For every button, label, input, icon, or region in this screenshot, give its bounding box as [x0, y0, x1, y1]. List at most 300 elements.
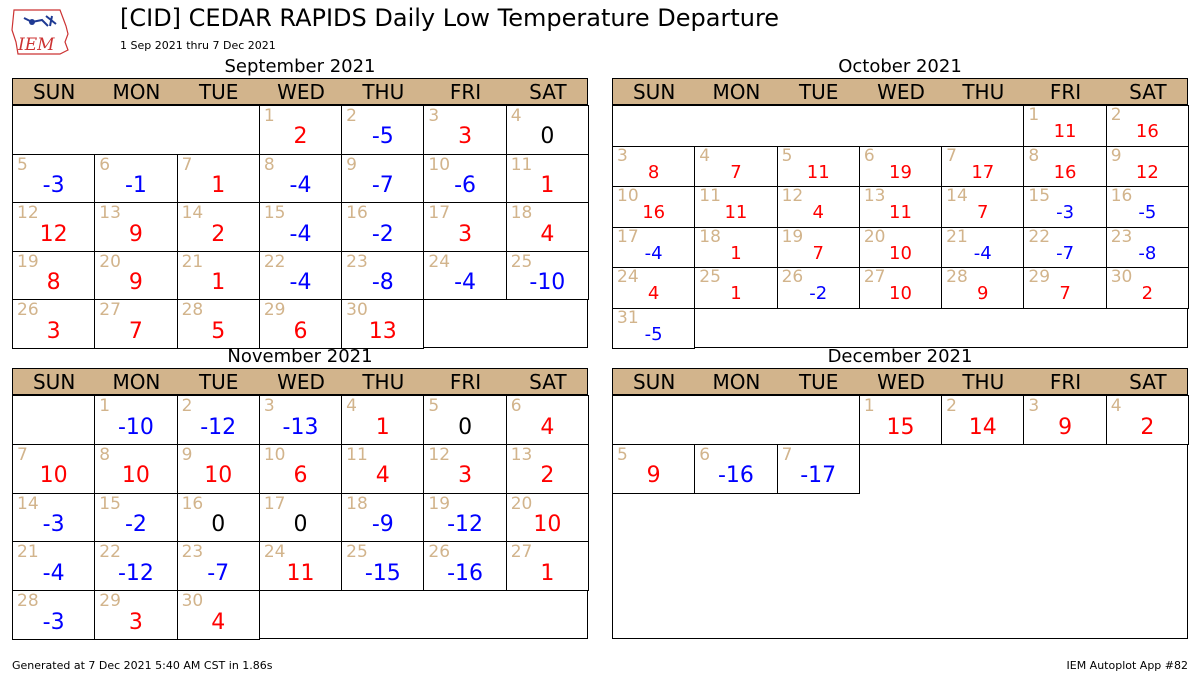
day-cell-september-20 — [94, 251, 177, 301]
departure-value: -7 — [371, 173, 394, 199]
day-number: 17 — [263, 493, 286, 514]
day-cell-december-2 — [941, 395, 1024, 445]
departure-value: 8 — [46, 270, 61, 296]
day-number: 30 — [181, 591, 204, 612]
day-number: 18 — [510, 203, 533, 224]
day-cell-november-8 — [94, 444, 177, 494]
day-cell-december-7 — [777, 444, 860, 494]
day-number: 5 — [617, 444, 628, 465]
day-cell-november-12 — [423, 444, 506, 494]
day-cell-november-11 — [341, 444, 424, 494]
departure-value: 10 — [889, 242, 912, 264]
day-number: 7 — [17, 444, 28, 465]
day-number: 6 — [699, 444, 711, 465]
day-number: 29 — [1028, 267, 1051, 287]
departure-value: 1 — [730, 283, 742, 305]
day-cell-september-29 — [259, 299, 342, 349]
day-cell-november-14 — [12, 493, 95, 543]
departure-value: -4 — [454, 270, 477, 296]
day-number: 10 — [617, 186, 639, 206]
day-number: 15 — [99, 493, 121, 514]
day-cell-december-4 — [1106, 395, 1189, 445]
day-number: 2 — [181, 396, 193, 416]
day-cell-september-10 — [423, 154, 506, 204]
departure-value: 0 — [540, 124, 555, 150]
day-number: 5 — [17, 154, 28, 175]
departure-value: -7 — [1056, 242, 1075, 264]
departure-value: -8 — [1138, 242, 1157, 264]
weekday-label-wed: WED — [277, 80, 325, 104]
weekday-label-thu: THU — [362, 80, 405, 104]
weekday-label-thu: THU — [962, 80, 1005, 104]
day-cell-november-23 — [177, 541, 260, 591]
departure-value: -6 — [454, 173, 477, 199]
day-cell-september-19 — [12, 251, 95, 301]
day-cell-october-15 — [1023, 186, 1106, 228]
departure-value: -2 — [124, 512, 147, 538]
departure-value: 7 — [977, 202, 989, 224]
day-cell-september-15 — [259, 202, 342, 252]
day-number: 11 — [346, 444, 368, 465]
day-number: 8 — [263, 154, 275, 175]
day-cell-september-4 — [506, 105, 589, 155]
day-cell-september-12 — [12, 202, 95, 252]
day-cell-october-26 — [777, 267, 860, 309]
weekday-label-tue: TUE — [798, 370, 839, 394]
day-cell-september-8 — [259, 154, 342, 204]
day-number: 27 — [99, 300, 121, 321]
day-cell-november-20 — [506, 493, 589, 543]
weekday-label-mon: MON — [712, 80, 761, 104]
day-number: 17 — [428, 203, 451, 224]
day-number: 9 — [181, 444, 193, 465]
departure-value: 1 — [540, 173, 555, 199]
departure-value: -3 — [42, 609, 65, 635]
day-cell-september-22 — [259, 251, 342, 301]
day-cell-october-6 — [859, 146, 942, 188]
departure-value: -3 — [1056, 202, 1075, 224]
day-cell-october-21 — [941, 227, 1024, 269]
departure-value: -4 — [973, 242, 992, 264]
departure-value: -5 — [644, 323, 663, 345]
day-cell-november-13 — [506, 444, 589, 494]
day-number: 28 — [181, 300, 204, 321]
departure-value: 1 — [375, 414, 390, 440]
day-cell-october-28 — [941, 267, 1024, 309]
departure-value: -4 — [644, 242, 663, 264]
departure-value: 1 — [540, 560, 555, 586]
departure-value: 16 — [642, 202, 666, 224]
departure-value: 4 — [540, 414, 555, 440]
day-cell-november-9 — [177, 444, 260, 494]
day-number: 19 — [428, 493, 451, 514]
departure-value: 6 — [293, 318, 308, 344]
departure-value: 3 — [128, 609, 143, 635]
day-cell-september-16 — [341, 202, 424, 252]
weekday-label-thu: THU — [962, 370, 1005, 394]
day-cell-october-4 — [694, 146, 777, 188]
day-cell-september-2 — [341, 105, 424, 155]
departure-value: -17 — [800, 463, 837, 489]
departure-value: -2 — [371, 221, 394, 247]
day-number: 19 — [17, 251, 39, 272]
departure-value: -1 — [124, 173, 147, 199]
day-cell-october-20 — [859, 227, 942, 269]
departure-value: 4 — [211, 609, 226, 635]
weekday-header-row — [612, 368, 1188, 395]
day-cell-september-6 — [94, 154, 177, 204]
departure-value: -5 — [371, 124, 394, 150]
departure-value: 9 — [646, 463, 661, 489]
day-number: 2 — [946, 396, 957, 416]
day-cell-october-7 — [941, 146, 1024, 188]
day-number: 29 — [99, 591, 121, 612]
day-cell-november-29 — [94, 590, 177, 640]
day-cell-october-5 — [777, 146, 860, 188]
day-number: 28 — [17, 591, 39, 612]
weekday-header-row — [12, 368, 588, 395]
day-cell-september-26 — [12, 299, 95, 349]
day-cell-october-18 — [694, 227, 777, 269]
svg-text:IEM: IEM — [18, 35, 55, 55]
day-cell-october-3 — [612, 146, 695, 188]
day-number: 6 — [99, 154, 111, 175]
day-number: 1 — [99, 396, 111, 416]
departure-value: 9 — [977, 283, 989, 305]
departure-value: 11 — [724, 202, 748, 224]
weekday-label-thu: THU — [362, 370, 405, 394]
departure-value: 7 — [1059, 283, 1071, 305]
weekday-label-wed: WED — [877, 370, 925, 394]
weekday-label-fri: FRI — [1049, 80, 1082, 104]
day-number: 7 — [181, 154, 193, 175]
day-number: 18 — [346, 493, 368, 514]
day-cell-november-10 — [259, 444, 342, 494]
day-number: 3 — [263, 396, 275, 416]
day-number: 14 — [181, 203, 204, 224]
departure-value: -13 — [282, 414, 319, 440]
day-cell-november-7 — [12, 444, 95, 494]
day-number: 2 — [346, 106, 357, 126]
departure-value: -9 — [371, 512, 394, 538]
departure-value: 0 — [211, 512, 226, 538]
departure-value: -4 — [289, 221, 312, 247]
departure-value: 14 — [968, 414, 997, 440]
day-number: 21 — [17, 542, 39, 563]
day-number: 12 — [428, 444, 451, 465]
departure-value: 3 — [458, 221, 473, 247]
day-cell-november-25 — [341, 541, 424, 591]
weekday-label-sun: SUN — [632, 80, 676, 104]
day-cell-september-27 — [94, 299, 177, 349]
departure-value: 9 — [128, 221, 143, 247]
departure-value: 13 — [368, 318, 397, 344]
month-title: December 2021 — [827, 346, 973, 367]
weekday-label-mon: MON — [112, 370, 161, 394]
day-cell-september-11 — [506, 154, 589, 204]
departure-value: 8 — [647, 161, 660, 183]
day-number: 15 — [263, 203, 286, 224]
weekday-label-mon: MON — [712, 370, 761, 394]
departure-value: 15 — [886, 414, 915, 440]
departure-value: 10 — [204, 463, 233, 489]
departure-value: 3 — [458, 463, 473, 489]
day-number: 27 — [863, 267, 886, 287]
departure-value: -12 — [200, 414, 237, 440]
day-number: 14 — [17, 493, 39, 514]
departure-value: -12 — [447, 512, 484, 538]
weekday-label-tue: TUE — [198, 80, 239, 104]
weekday-label-sat: SAT — [529, 370, 567, 394]
day-number: 2 — [1110, 105, 1122, 125]
day-number: 28 — [946, 267, 968, 287]
day-number: 16 — [181, 493, 204, 514]
day-cell-november-15 — [94, 493, 177, 543]
day-number: 27 — [510, 542, 533, 563]
day-number: 17 — [617, 226, 639, 247]
day-number: 14 — [946, 186, 968, 206]
departure-value: 11 — [286, 560, 315, 586]
departure-value: -10 — [117, 414, 154, 440]
departure-value: 1 — [730, 242, 742, 264]
departure-value: 3 — [458, 124, 473, 150]
day-number: 6 — [510, 396, 522, 416]
weekday-label-sat: SAT — [1129, 80, 1167, 104]
day-cell-december-1 — [859, 395, 942, 445]
day-number: 16 — [346, 203, 368, 224]
day-cell-october-1 — [1023, 105, 1106, 147]
day-cell-october-12 — [777, 186, 860, 228]
day-number: 8 — [99, 444, 111, 465]
day-cell-october-22 — [1023, 227, 1106, 269]
day-number: 3 — [617, 145, 628, 166]
departure-value: -16 — [447, 560, 484, 586]
departure-value: -10 — [529, 270, 566, 296]
day-cell-november-21 — [12, 541, 95, 591]
day-cell-november-26 — [423, 541, 506, 591]
day-number: 10 — [428, 154, 451, 175]
day-number: 10 — [263, 444, 286, 465]
day-number: 12 — [781, 186, 804, 206]
departure-value: 11 — [1053, 121, 1077, 143]
weekday-label-sat: SAT — [529, 80, 567, 104]
departure-value: -4 — [289, 173, 312, 199]
day-number: 11 — [699, 186, 721, 206]
day-number: 22 — [99, 542, 121, 563]
day-number: 21 — [946, 226, 968, 247]
weekday-label-mon: MON — [112, 80, 161, 104]
day-cell-november-3 — [259, 395, 342, 445]
departure-value: 1 — [211, 173, 226, 199]
day-number: 4 — [699, 145, 711, 166]
weekday-label-sun: SUN — [32, 80, 76, 104]
weekday-header-row — [12, 78, 588, 105]
chart-subtitle: 1 Sep 2021 thru 7 Dec 2021 — [120, 39, 276, 52]
day-number: 23 — [346, 251, 368, 272]
day-number: 12 — [17, 203, 39, 224]
day-cell-october-16 — [1106, 186, 1189, 228]
day-cell-october-11 — [694, 186, 777, 228]
day-number: 25 — [510, 251, 533, 272]
day-number: 18 — [699, 226, 721, 247]
month-title: November 2021 — [227, 346, 373, 367]
departure-value: 2 — [1140, 414, 1155, 440]
day-cell-october-23 — [1106, 227, 1189, 269]
day-number: 6 — [863, 145, 875, 166]
departure-value: 9 — [1058, 414, 1073, 440]
day-cell-october-19 — [777, 227, 860, 269]
day-number: 30 — [346, 300, 368, 321]
departure-value: 2 — [1141, 283, 1154, 305]
day-number: 7 — [781, 444, 793, 465]
day-number: 8 — [1028, 145, 1040, 166]
day-cell-september-14 — [177, 202, 260, 252]
departure-value: 0 — [458, 414, 473, 440]
day-number: 19 — [781, 226, 804, 247]
day-cell-november-24 — [259, 541, 342, 591]
departure-value: 16 — [1053, 161, 1077, 183]
day-number: 1 — [263, 106, 275, 126]
day-cell-september-7 — [177, 154, 260, 204]
day-cell-september-21 — [177, 251, 260, 301]
day-number: 1 — [863, 396, 875, 416]
day-number: 29 — [263, 300, 286, 321]
day-number: 13 — [510, 444, 533, 465]
day-number: 22 — [1028, 226, 1051, 247]
day-number: 30 — [1110, 267, 1133, 287]
departure-value: -2 — [809, 283, 828, 305]
day-number: 23 — [181, 542, 204, 563]
departure-value: 11 — [889, 202, 912, 224]
departure-value: 2 — [540, 463, 555, 489]
month-title: October 2021 — [838, 56, 962, 77]
weekday-label-tue: TUE — [198, 370, 239, 394]
day-cell-november-16 — [177, 493, 260, 543]
departure-value: 2 — [211, 221, 226, 247]
departure-value: 0 — [293, 512, 308, 538]
day-cell-december-5 — [612, 444, 695, 494]
departure-value: 12 — [1135, 161, 1159, 183]
day-number: 25 — [346, 542, 368, 563]
day-number: 4 — [1110, 396, 1122, 416]
departure-value: 11 — [806, 161, 830, 183]
departure-value: 5 — [211, 318, 226, 344]
departure-value: 10 — [889, 283, 912, 305]
departure-value: -5 — [1138, 202, 1157, 224]
departure-value: -15 — [364, 560, 401, 586]
weekday-label-sat: SAT — [1129, 370, 1167, 394]
day-number: 26 — [781, 267, 804, 287]
day-number: 24 — [617, 267, 639, 287]
departure-value: 9 — [128, 270, 143, 296]
day-cell-november-27 — [506, 541, 589, 591]
weekday-label-wed: WED — [877, 80, 925, 104]
weekday-label-tue: TUE — [798, 80, 839, 104]
day-cell-october-14 — [941, 186, 1024, 228]
generated-timestamp: Generated at 7 Dec 2021 5:40 AM CST in 1.86s — [12, 659, 273, 672]
departure-value: 10 — [121, 463, 150, 489]
day-cell-september-25 — [506, 251, 589, 301]
day-number: 4 — [346, 396, 357, 416]
day-number: 26 — [17, 300, 39, 321]
day-cell-november-28 — [12, 590, 95, 640]
departure-value: -7 — [207, 560, 230, 586]
departure-value: 4 — [647, 283, 660, 305]
departure-value: -12 — [117, 560, 154, 586]
day-cell-november-4 — [341, 395, 424, 445]
departure-value: 7 — [128, 318, 143, 344]
day-cell-november-6 — [506, 395, 589, 445]
day-cell-november-22 — [94, 541, 177, 591]
departure-value: -16 — [717, 463, 754, 489]
departure-value: 16 — [1135, 121, 1159, 143]
departure-value: -4 — [42, 560, 65, 586]
day-number: 3 — [428, 106, 440, 126]
departure-value: 10 — [39, 463, 68, 489]
day-cell-september-17 — [423, 202, 506, 252]
departure-value: 4 — [540, 221, 555, 247]
day-cell-september-13 — [94, 202, 177, 252]
day-cell-october-9 — [1106, 146, 1189, 188]
day-cell-october-13 — [859, 186, 942, 228]
weekday-label-fri: FRI — [449, 80, 482, 104]
day-number: 7 — [946, 145, 957, 166]
day-number: 22 — [263, 251, 286, 272]
day-cell-october-2 — [1106, 105, 1189, 147]
day-cell-september-23 — [341, 251, 424, 301]
weekday-label-fri: FRI — [449, 370, 482, 394]
departure-value: 4 — [812, 202, 824, 224]
day-cell-september-1 — [259, 105, 342, 155]
departure-value: 6 — [293, 463, 308, 489]
day-cell-september-5 — [12, 154, 95, 204]
departure-value: -3 — [42, 512, 65, 538]
day-cell-september-9 — [341, 154, 424, 204]
day-cell-october-8 — [1023, 146, 1106, 188]
day-number: 4 — [510, 106, 522, 126]
month-title: September 2021 — [224, 56, 376, 77]
day-cell-december-3 — [1023, 395, 1106, 445]
weekday-label-sun: SUN — [632, 370, 676, 394]
departure-value: 3 — [46, 318, 61, 344]
day-number: 3 — [1028, 396, 1040, 416]
day-cell-november-17 — [259, 493, 342, 543]
day-number: 20 — [510, 493, 533, 514]
day-number: 5 — [781, 145, 793, 166]
iem-logo — [8, 4, 74, 60]
day-cell-october-27 — [859, 267, 942, 309]
day-number: 26 — [428, 542, 451, 563]
day-cell-october-25 — [694, 267, 777, 309]
day-number: 13 — [99, 203, 121, 224]
day-number: 21 — [181, 251, 204, 272]
day-number: 20 — [863, 226, 886, 247]
day-cell-september-28 — [177, 299, 260, 349]
departure-value: 2 — [293, 124, 308, 150]
day-number: 16 — [1110, 186, 1133, 206]
departure-value: 17 — [971, 161, 995, 183]
departure-value: 1 — [211, 270, 226, 296]
day-number: 13 — [863, 186, 886, 206]
day-cell-september-30 — [341, 299, 424, 349]
chart-title: [CID] CEDAR RAPIDS Daily Low Temperature Departure — [120, 4, 780, 32]
day-cell-october-30 — [1106, 267, 1189, 309]
weekday-header-row — [612, 78, 1188, 105]
day-cell-november-1 — [94, 395, 177, 445]
departure-value: 4 — [375, 463, 390, 489]
day-cell-december-6 — [694, 444, 777, 494]
day-number: 25 — [699, 267, 721, 287]
